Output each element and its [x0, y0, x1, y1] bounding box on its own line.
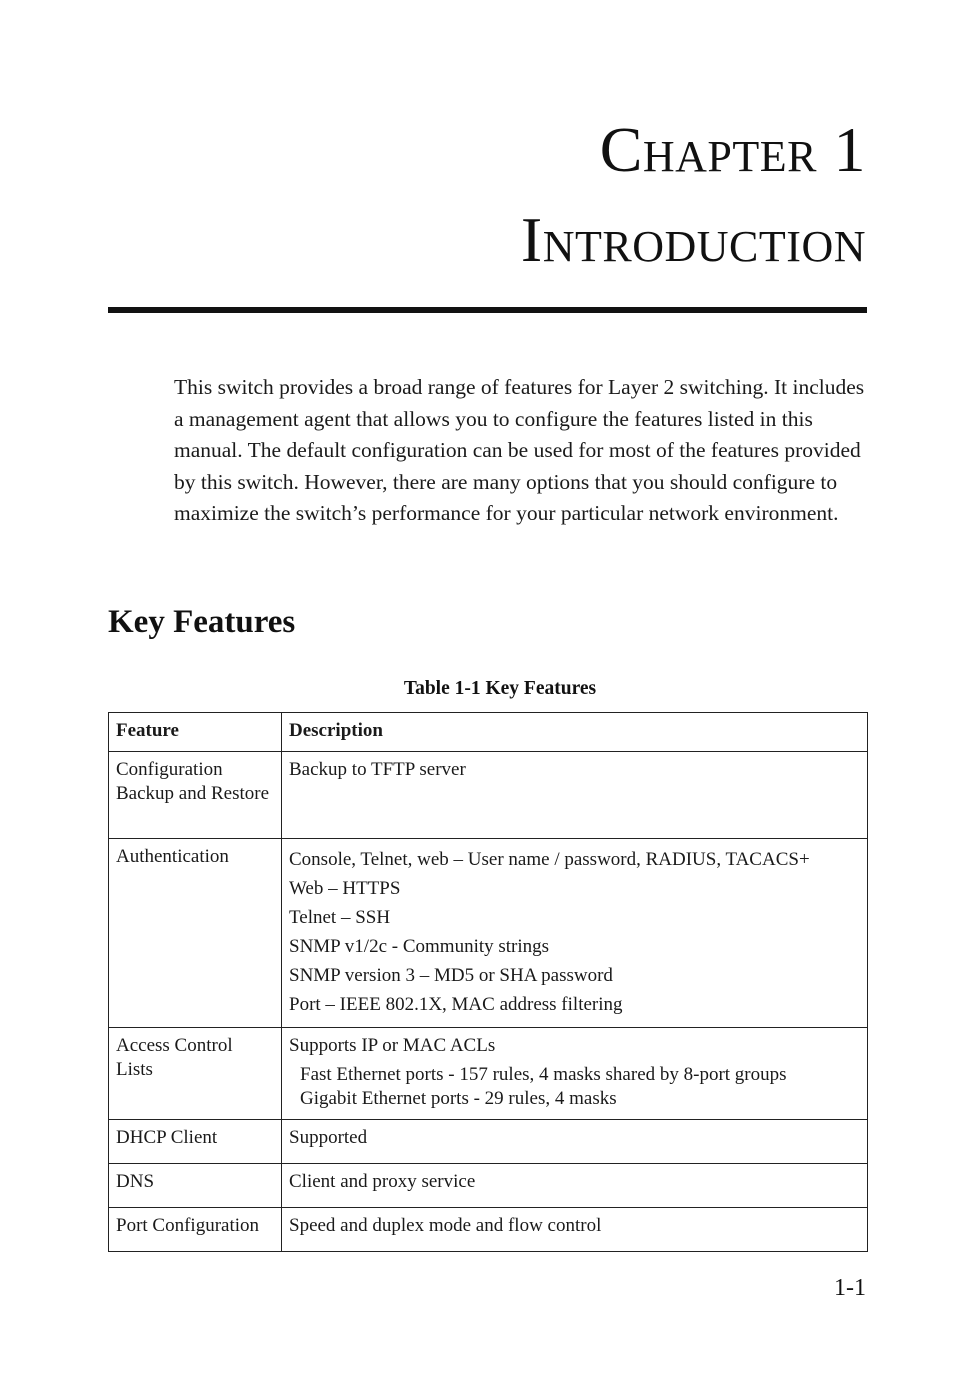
feature-cell: Port Configuration — [109, 1208, 282, 1252]
description-cell — [282, 839, 868, 1028]
chapter-heading — [520, 114, 866, 298]
table-caption: Table 1-1 Key Features — [403, 678, 597, 699]
table-row — [109, 839, 868, 1028]
header-description: Description — [282, 713, 868, 752]
table-row — [109, 1028, 868, 1120]
feature-cell: Authentication — [109, 839, 282, 1028]
description-cell — [282, 1120, 868, 1164]
page-number: 1-1 — [834, 1275, 866, 1301]
description-line: Supported — [289, 1127, 368, 1148]
description-line: Port – IEEE 802.1X, MAC address filtering — [289, 994, 623, 1015]
description-cell — [282, 1028, 868, 1120]
chapter-label — [521, 114, 866, 208]
table-row — [109, 1208, 868, 1252]
description-line: SNMP v1/2c - Community strings — [289, 936, 550, 957]
description-line: Telnet – SSH — [289, 907, 391, 928]
table-row — [109, 1164, 868, 1208]
key-features-table — [108, 712, 868, 1252]
description-line: Speed and duplex mode and flow control — [289, 1215, 602, 1236]
chapter-label-initial: C — [599, 114, 643, 185]
feature-cell: DHCP Client — [109, 1120, 282, 1164]
chapter-label-rest: HAPTER — [642, 132, 817, 181]
chapter-title-rest: NTRODUCTION — [542, 222, 866, 271]
table-row — [109, 1120, 868, 1164]
chapter-number: 1 — [833, 114, 866, 185]
description-line: Web – HTTPS — [289, 878, 401, 899]
chapter-title-initial: I — [520, 204, 543, 275]
description-line: SNMP version 3 – MD5 or SHA password — [289, 965, 613, 986]
feature-cell: DNS — [109, 1164, 282, 1208]
chapter-title — [520, 204, 866, 298]
description-subline: Fast Ethernet ports - 157 rules, 4 masks shared by 8-port groups — [300, 1064, 787, 1085]
description-line: Supports IP or MAC ACLs — [289, 1035, 496, 1056]
description-cell — [282, 1164, 868, 1208]
description-line: Client and proxy service — [289, 1171, 476, 1192]
table-header-row — [109, 713, 868, 752]
intro-paragraph: This switch provides a broad range of features for Layer 2 switching. It includes a management agent that allows you to configure the features listed in this manual. The default configuration can be used for most of the features provided by this switch. However, there are many options that you should configure to maximize the switch’s performance for your particular network environment. — [174, 375, 865, 525]
feature-cell: Configuration Backup and Restore — [109, 752, 282, 839]
description-cell — [282, 1208, 868, 1252]
section-title: Key Features — [108, 604, 296, 640]
feature-cell: Access Control Lists — [109, 1028, 282, 1120]
description-line: Console, Telnet, web – User name / password, RADIUS, TACACS+ — [289, 849, 810, 870]
table-row — [109, 752, 868, 839]
header-feature: Feature — [109, 713, 282, 752]
description-cell — [282, 752, 868, 839]
description-subline: Gigabit Ethernet ports - 29 rules, 4 masks — [300, 1088, 617, 1109]
description-line: Backup to TFTP server — [289, 759, 466, 780]
chapter-rule — [108, 307, 867, 313]
